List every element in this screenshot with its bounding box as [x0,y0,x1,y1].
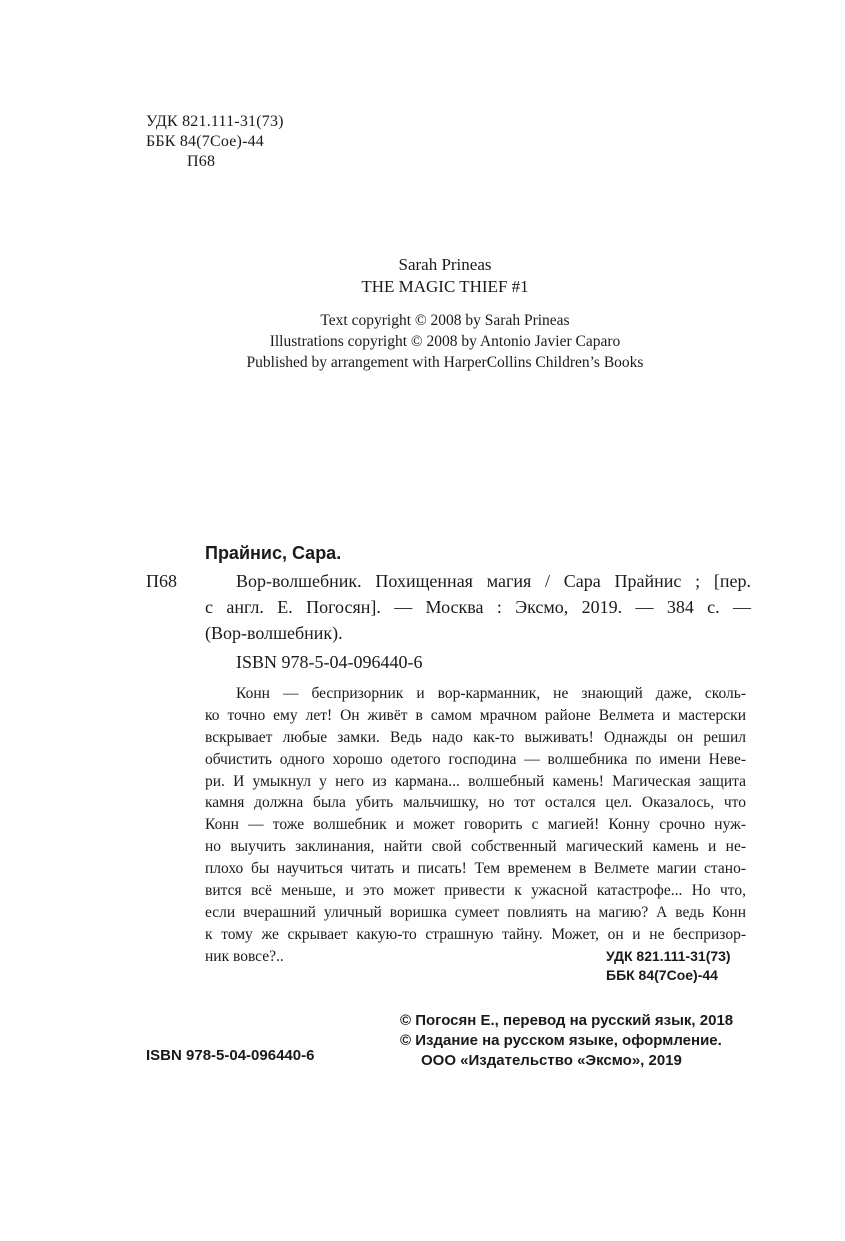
annotation [205,683,746,968]
russian-copyright-block [400,1011,733,1071]
bibliographic-description [205,568,751,646]
annotation-line: но выучить заклинания, найти свой собственный магический камень и не- [205,838,746,856]
annotation-line: ник вовсе?.. [205,947,284,965]
bottom-isbn: ISBN 978-5-04-096440-6 [146,1047,315,1064]
edition-copyright: © Издание на русском языке, оформление. [400,1032,722,1049]
catalog-author-heading: Прайнис, Сара. [205,543,342,563]
udk-code: УДК 821.111-31(73) [146,113,284,130]
original-title: THE MAGIC THIEF #1 [361,277,529,296]
bottom-bbk-code: ББК 84(7Сое)-44 [606,967,718,983]
annotation-line: к тому же скрывает какую-то страшную тайну. Может, он и не беспризор- [205,925,746,943]
annotation-line: ри. И умыкнул у него из кармана... волшебный камень! Магическая защита [205,772,746,790]
original-author: Sarah Prineas [398,255,492,274]
bottom-udk-code: УДК 821.111-31(73) [606,948,731,964]
annotation-line: вскрывает любые замки. Ведь надо как-то выживать! Однажды он решил [205,728,746,746]
annotation-line: Конн — тоже волшебник и может говорить с магией! Конну срочно нуж- [205,816,746,834]
annotation-line: если вчерашний уличный воришка сумеет повлиять на магию? А ведь Конн [205,903,746,921]
biblio-line: с англ. Е. Погосян]. — Москва : Эксмо, 2019. — 384 с. — [205,597,751,617]
translation-copyright: © Погосян Е., перевод на русский язык, 2018 [400,1012,734,1029]
arrangement-notice: Published by arrangement with HarperCollins Children’s Books [246,354,644,371]
text-copyright: Text copyright © 2008 by Sarah Prineas [320,312,570,329]
annotation-line: камня должна была убить мальчишку, но тот остался цел. Оказалось, что [205,794,746,812]
bbk-code: ББК 84(7Сое)-44 [146,133,264,150]
annotation-line: вится всё меньше, и это может привести к ужасной катастрофе... Но что, [205,882,746,900]
publisher-copyright: ООО «Издательство «Эксмо», 2019 [421,1052,682,1069]
author-mark: П68 [187,153,216,170]
catalog-isbn: ISBN 978-5-04-096440-6 [236,652,423,672]
illustrations-copyright: Illustrations copyright © 2008 by Antonio Javier Caparo [269,333,621,350]
annotation-line: ко точно ему лет! Он живёт в самом мрачном районе Велмета и мастерски [205,706,746,724]
top-classification-block [146,112,284,172]
annotation-line: плохо бы научиться читать и писать! Тем временем в Велмете магии стано- [205,860,746,878]
catalog-author-mark: П68 [146,571,177,591]
biblio-line: (Вор-волшебник). [205,623,343,643]
biblio-line: Вор-волшебник. Похищенная магия / Сара Прайнис ; [пер. [236,571,751,591]
annotation-line: обчистить одного хорошо одетого господина — волшебника по имени Неве- [205,750,746,768]
bottom-classification-block [606,947,731,985]
annotation-line: Конн — беспризорник и вор-карманник, не знающий даже, сколь- [236,685,746,702]
original-copyright-block [0,310,845,373]
